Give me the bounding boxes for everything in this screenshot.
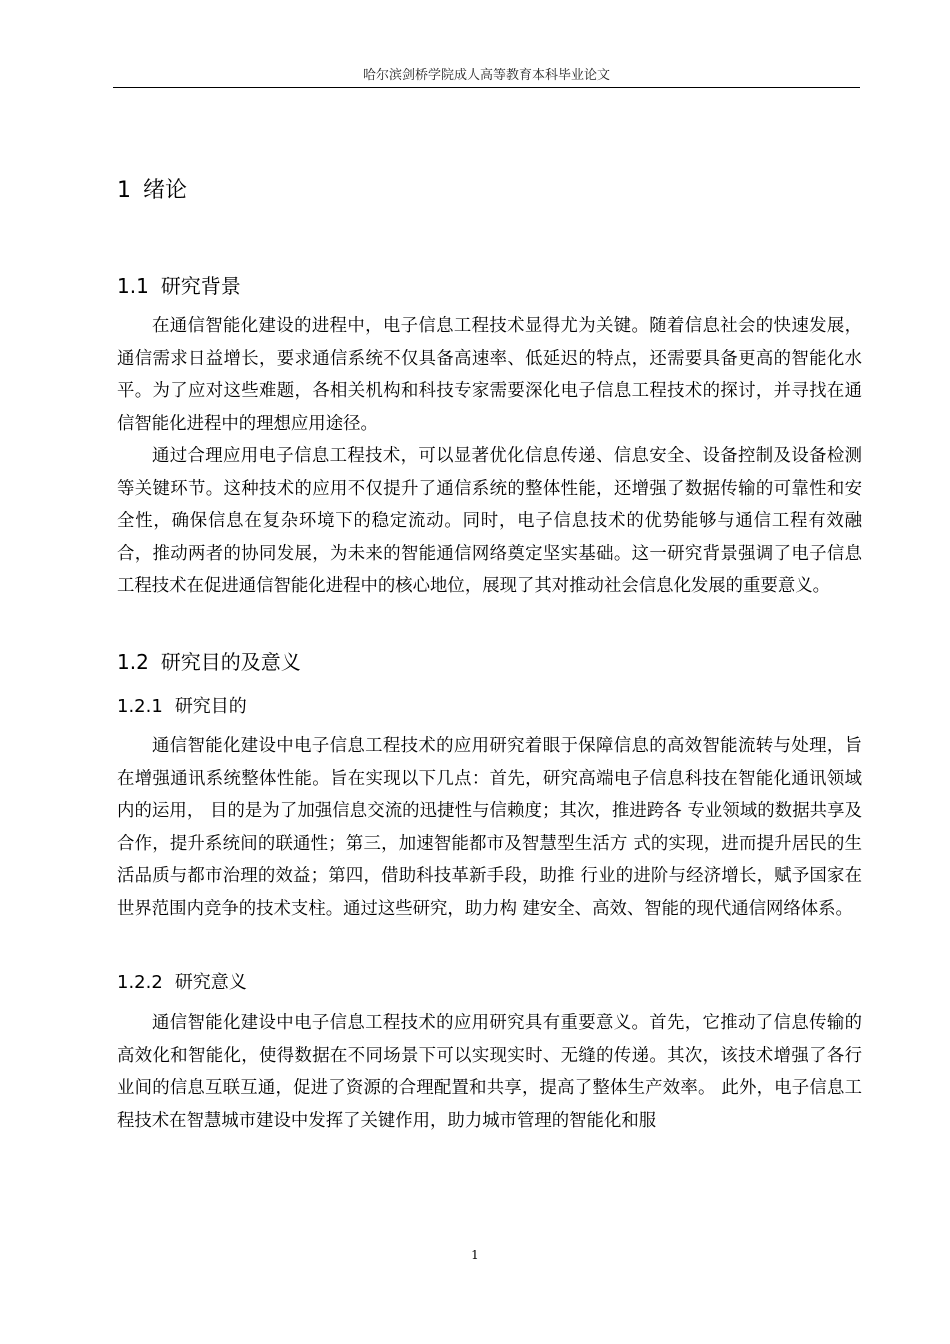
page-number: 1 — [471, 1248, 479, 1262]
subsection-title: 研究目的 — [174, 696, 247, 717]
background-paragraph-1: 在通信智能化建设的进程中，电子信息工程技术显得尤为关键。随着信息社会的快速发展，通信需求日益增长，要求通信系统不仅具备高速率、低延迟的特点，还需要具备更高的智能化水平。为了应对这些难题，各相关机构和科技专家需要深化电子信息工程技术的探讨，并寻找在通信智能化进程中的理想应用途径。 — [117, 316, 862, 434]
subsection-number: 1.2.2 — [117, 972, 163, 993]
significance-paragraph: 通信智能化建设中电子信息工程技术的应用研究具有重要意义。首先，它推动了信息传输的高效化和智能化，使得数据在不同场景下可以实现实时、无缝的传递。其次，该技术增强了各行业间的信息互联互通，促进了资源的合理配置和共享，提高了整体生产效率。 此外，电子信息工程技术在智慧城市建设中发挥了关键作用，助力城市管理的智能化和服 — [117, 1013, 862, 1131]
section-title: 研究背景 — [160, 274, 241, 298]
subsection-heading-1-2-1 — [117, 692, 247, 718]
subsection-number: 1.2.1 — [117, 696, 163, 717]
running-header: 哈尔滨剑桥学院成人高等教育本科毕业论文 — [362, 68, 610, 83]
chapter-number: 1 — [117, 178, 131, 203]
section-number: 1.2 — [117, 650, 149, 674]
subsection-title: 研究意义 — [174, 972, 247, 993]
section-heading-1-1 — [117, 270, 241, 299]
section-heading-1-2 — [117, 646, 301, 675]
background-paragraph-2: 通过合理应用电子信息工程技术，可以显著优化信息传递、信息安全、设备控制及设备检测等关键环节。这种技术的应用不仅提升了通信系统的整体性能，还增强了数据传输的可靠性和安全性，确保信息在复杂环境下的稳定流动。同时，电子信息技术的优势能够与通信工程有效融合，推动两者的协同发展，为未来的智能通信网络奠定坚实基础。这一研究背景强调了电子信息工程技术在促进通信智能化进程中的核心地位，展现了其对推动社会信息化发展的重要意义。 — [117, 446, 862, 596]
section-title: 研究目的及意义 — [160, 650, 301, 674]
chapter-title: 绪论 — [143, 178, 188, 203]
section-number: 1.1 — [117, 274, 149, 298]
subsection-heading-1-2-2 — [117, 968, 247, 994]
chapter-heading — [117, 173, 187, 204]
header-rule — [113, 87, 860, 88]
purpose-paragraph: 通信智能化建设中电子信息工程技术的应用研究着眼于保障信息的高效智能流转与处理，旨在增强通讯系统整体性能。旨在实现以下几点：首先，研究高端电子信息科技在智能化通讯领域内的运用， 目的是为了加强信息交流的迅捷性与信赖度；其次，推进跨各 专业领域的数据共享及合作，提升系统间的联通性；第三，加速智能都市及智慧型生活方 式的实现，进而提升居民的生活品质与都市治理的效益；第四，借助科技革新手段，助推 行业的进阶与经济增长，赋予国家在世界范围内竞争的技术支柱。通过这些研究，助力构 建安全、高效、智能的现代通信网络体系。 — [117, 736, 862, 919]
